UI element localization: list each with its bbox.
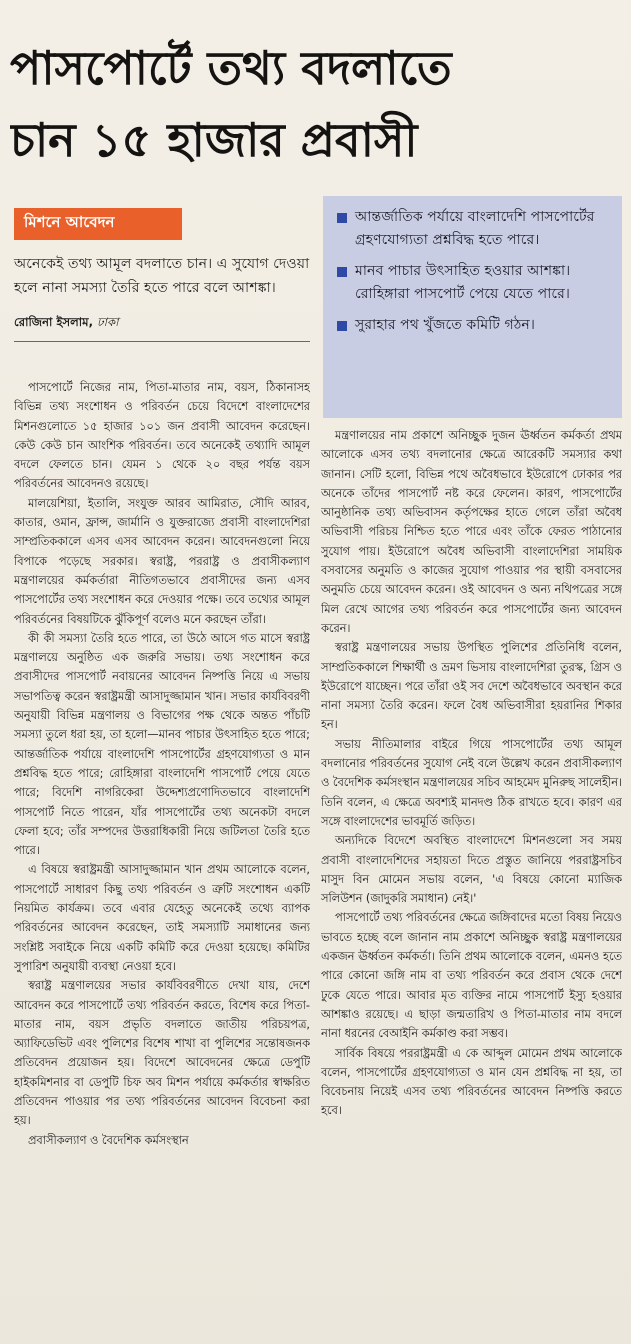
paragraph: পাসপোর্টে তথ্য পরিবর্তনের ক্ষেত্রে জঙ্গিবাদের মতো বিষয় নিয়েও ভাবতে হচ্ছে বলে জানান নাম প্রকাশে অনিচ্ছুক স্বরাষ্ট্র মন্ত্রণালয়ের একজন ঊর্ধ্বতন কর্মকর্তা। তিনি প্রথম আলোকে বলেন, এমনও হতে পারে কোনো জঙ্গি নাম বা তথ্য পরিবর্তন করে প্রবাস থেকে দেশে ঢুকে যেতে পারে। আবার মৃত ব্যক্তির নামে পাসপোর্ট ইস্যু হওয়ার আশঙ্কাও রয়েছে। এ ছাড়া জন্মতারিখ ও পিতা-মাতার নাম বদলে নানা ধরনের বেআইনি কর্মকাণ্ড করা সম্ভব। bbox=[321, 911, 622, 1041]
section-tag: মিশনে আবেদন bbox=[14, 208, 182, 240]
paragraph: মন্ত্রণালয়ের নাম প্রকাশে অনিচ্ছুক দুজন ঊর্ধ্বতন কর্মকর্তা প্রথম আলোকে এসব তথ্য বদলানোর ক্ষেত্রে আরেকটি সমস্যার কথা জানান। সেটি হলো, বিভিন্ন পথে অবৈধভাবে ইউরোপে ঢোকার পর অনেকে তাঁদের পাসপোর্ট নষ্ট করে ফেলেন। কারণ, পাসপোর্টের আনুষ্ঠানিক তথ্য অভিবাসন কর্তৃপক্ষের হাতে গেলে তাঁরা অবৈধ অভিবাসী পরিচয় নিশ্চিত হতে পারে এবং তাঁকে ফেরত পাঠানোর সুযোগ পায়। ইউরোপে অবৈধ অভিবাসী বাংলাদেশিরা সাময়িক বসবাসের অনুমতি ও কাজের সুযোগ পাওয়ার পর স্থায়ী বসবাসের অনুমতি চেয়ে আবেদন করেন। ওই আবেদন ও অন্য নথিপত্রের সঙ্গে মিল রেখে আগের তথ্য পরিবর্তন করে পাসপোর্টের জন্য আবেদন করেন। bbox=[321, 429, 622, 635]
intro-text: অনেকেই তথ্য আমূল বদলাতে চান। এ সুযোগ দেওয়া হলে নানা সমস্যা তৈরি হতে পারে বলে আশঙ্কা। bbox=[14, 256, 310, 296]
highlight-text: মানব পাচার উৎসাহিত হওয়ার আশঙ্কা। রোহিঙ্গারা পাসপোর্ট পেয়ে যেতে পারে। bbox=[355, 263, 571, 302]
square-bullet-icon bbox=[337, 321, 347, 331]
paragraph: কী কী সমস্যা তৈরি হতে পারে, তা উঠে আসে গত মাসে স্বরাষ্ট্র মন্ত্রণালয়ে অনুষ্ঠিত এক জরুরি সভায়। তথ্য সংশোধন করে প্রবাসীদের পাসপোর্ট নবায়নের আবেদন নিষ্পত্তি নিয়ে এ সভায় সভাপতিত্ব করেন স্বরাষ্ট্রমন্ত্রী আসাদুজ্জামান খান। সভার কার্যবিবরণী অনুযায়ী বিভিন্ন মন্ত্রণালয় ও বিভাগের পক্ষ থেকে অন্তত পাঁচটি সমস্যা তুলে ধরা হয়, তা হলো—মানব পাচার উৎসাহিত হতে পারে; আন্তর্জাতিক পর্যায়ে বাংলাদেশি পাসপোর্টের গ্রহণযোগ্যতা ও মান প্রশ্নবিদ্ধ হতে পারে; রোহিঙ্গারা বাংলাদেশি পাসপোর্ট পেয়ে যেতে পারে; বিদেশি নাগরিকেরা উদ্দেশ্যপ্রণোদিতভাবে বাংলাদেশি পাসপোর্ট নিতে পারেন, যাঁর পাসপোর্টের তথ্য অনেকটা বদলে ফেলা হবে; তাঁর সম্পদের উত্তরাধিকারী নিয়ে জটিলতা তৈরি হতে পারে। bbox=[14, 631, 310, 858]
highlight-text: সুরাহার পথ খুঁজতে কমিটি গঠন। bbox=[355, 317, 535, 333]
paragraph: স্বরাষ্ট্র মন্ত্রণালয়ের সভার কার্যবিবরণীতে দেখা যায়, দেশে আবেদন করে পাসপোর্টে তথ্য পরিবর্তন করতে, বিশেষ করে পিতা-মাতার নাম, বয়স প্রভৃতি বদলাতে জাতীয় পরিচয়পত্র, অ্যাফিডেভিট এবং পুলিশের বিশেষ শাখা বা পুলিশের সন্তোষজনক প্রতিবেদন প্রয়োজন হয়। বিদেশে আবেদনের ক্ষেত্রে ডেপুটি হাইকমিশনার বা ডেপুটি চিফ অব মিশন পর্যায়ে কর্মকর্তার স্বাক্ষরিত প্রতিবেদন পাওয়ার পর তথ্য পরিবর্তনের আবেদন বিবেচনা করা হয়। bbox=[14, 979, 310, 1128]
divider bbox=[14, 341, 310, 342]
paragraph: পাসপোর্টে নিজের নাম, পিতা-মাতার নাম, বয়স, ঠিকানাসহ বিভিন্ন তথ্য সংশোধন ও পরিবর্তন চেয়ে বিদেশে বাংলাদেশের মিশনগুলোতে ১৫ হাজার ১০১ জন প্রবাসী আবেদন করেছেন। কেউ কেউ চান আংশিক পরিবর্তন। তবে অনেকেই তথ্যাদি আমূল বদলে ফেলতে চান। যেমন ১ থেকে ২০ বছর পর্যন্ত বয়স পরিবর্তনের আবেদনও রয়েছে। bbox=[14, 381, 310, 491]
paragraph: এ বিষয়ে স্বরাষ্ট্রমন্ত্রী আসাদুজ্জামান খান প্রথম আলোকে বলেন, পাসপোর্টে সাধারণ কিছু তথ্য পরিবর্তন ও ত্রুটি সংশোধন একটি নিয়মিত কার্যক্রম। তবে এবার যেহেতু অনেকেই তথ্যে ব্যাপক পরিবর্তনের আবেদন করেছেন, তাই সমস্যাটি সমাধানের জন্য সংশ্লিষ্ট সবাইকে নিয়ে একটি কমিটি করে দেওয়া হয়েছে। কমিটির সুপারিশ অনুযায়ী ব্যবস্থা নেওয়া হবে। bbox=[14, 863, 310, 973]
square-bullet-icon bbox=[337, 267, 347, 277]
highlight-item bbox=[337, 314, 612, 337]
article-lead bbox=[14, 208, 310, 342]
body-column-left bbox=[14, 378, 310, 1338]
headline-line-2: চান ১৫ হাজার প্রবাসী bbox=[10, 113, 418, 167]
headline-line-1: পাসপোর্টে তথ্য বদলাতে bbox=[10, 41, 452, 95]
paragraph: অন্যদিকে বিদেশে অবস্থিত বাংলাদেশে মিশনগুলো সব সময় প্রবাসী বাংলাদেশিদের সহায়তা দিতে প্রস্তুত জানিয়ে পররাষ্ট্রসচিব মাসুদ বিন মোমেন সভায় বলেন, 'এ বিষয়ে কোনো ম্যাজিক সলিউশন (জাদুকরি সমাধান) নেই।' bbox=[321, 834, 622, 906]
paragraph: প্রবাসীকল্যাণ ও বৈদেশিক কর্মসংস্থান bbox=[28, 1133, 189, 1147]
byline bbox=[14, 314, 310, 333]
paragraph: সার্বিক বিষয়ে পররাষ্ট্রমন্ত্রী এ কে আব্দুল মোমেন প্রথম আলোকে বলেন, পাসপোর্টের গ্রহণযোগ্যতা ও মান যেন প্রশ্নবিদ্ধ না হয়, তা বিবেচনায় নিয়েই এসব তথ্য পরিবর্তনের আবেদন নিষ্পত্তি করতে হবে। bbox=[321, 1046, 622, 1118]
highlight-item bbox=[337, 260, 612, 306]
paragraph: স্বরাষ্ট্র মন্ত্রণালয়ের সভায় উপস্থিত পুলিশের প্রতিনিধি বলেন, সাম্প্রতিককালে শিক্ষার্থী ও ভ্রমণ ভিসায় বাংলাদেশিরা তুরস্ক, গ্রিস ও ইউরোপে যাচ্ছেন। পরে তাঁরা ওই সব দেশে অবৈধভাবে অবস্থান করে নানা সমস্যা তৈরি করেন। ফলে বৈধ অভিবাসীরা হয়রানির শিকার হন। bbox=[321, 641, 622, 732]
highlight-item bbox=[337, 206, 612, 252]
square-bullet-icon bbox=[337, 213, 347, 223]
paragraph: সভায় নীতিমালার বাইরে গিয়ে পাসপোর্টের তথ্য আমূল বদলানোর পরিবর্তনের সুযোগ নেই বলে উল্লেখ করেন প্রবাসীকল্যাণ ও বৈদেশিক কর্মসংস্থান মন্ত্রণালয়ের সচিব আহমেদ মুনিরুছ সালেহীন। তিনি বলেন, এ ক্ষেত্রে অবশ্যই মানদণ্ড ঠিক রাখতে হবে। কারণ এর সঙ্গে বাংলাদেশের ভাবমূর্তি জড়িত। bbox=[321, 737, 622, 828]
byline-name: রোজিনা ইসলাম, bbox=[14, 315, 93, 329]
byline-place: ঢাকা bbox=[97, 315, 119, 329]
headline bbox=[10, 32, 622, 176]
highlights-box bbox=[323, 196, 622, 418]
paragraph: মালয়েশিয়া, ইতালি, সংযুক্ত আরব আমিরাত, সৌদি আরব, কাতার, ওমান, ফ্রান্স, জার্মানি ও যুক্তরাজ্যে প্রবাসী বাংলাদেশিরা সাম্প্রতিককালে এসব এসব আবেদন করেন। আবেদনগুলো নিয়ে বিপাকে পড়েছে সরকার। স্বরাষ্ট্র, পররাষ্ট্র ও প্রবাসীকল্যাণ মন্ত্রণালয়ের কর্মকর্তারা নীতিগতভাবে প্রবাসীদের জন্য এসব পাসপোর্টের তথ্য সংশোধন করে দেওয়ার পক্ষে। তবে তথ্যের আমূল পরিবর্তনের বিষয়টিকে ঝুঁকিপূর্ণ বলেও মনে করছেন তাঁরা। bbox=[14, 496, 310, 626]
highlight-text: আন্তর্জাতিক পর্যায়ে বাংলাদেশি পাসপোর্টের গ্রহণযোগ্যতা প্রশ্নবিদ্ধ হতে পারে। bbox=[355, 209, 595, 248]
body-column-right bbox=[321, 426, 622, 1338]
